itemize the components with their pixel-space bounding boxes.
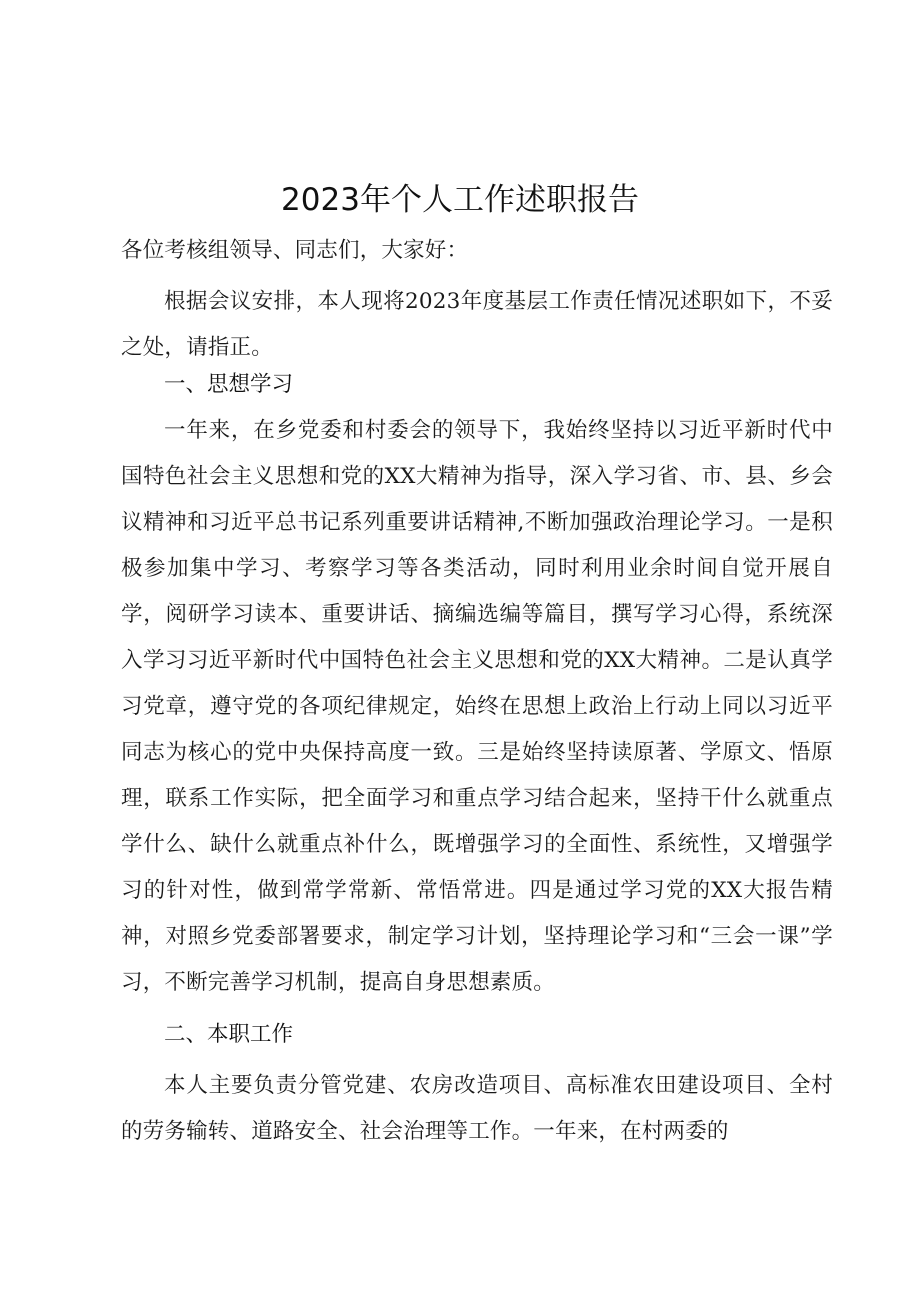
- salutation: 各位考核组领导、同志们，大家好：: [121, 238, 469, 263]
- section-paragraph-duty: 本人主要负责分管党建、农房改造项目、高标准农田建设项目、全村的劳务输转、道路安全、社会治理等工作。一年来，在村两委的: [121, 1073, 833, 1144]
- intro-paragraph: 根据会议安排，本人现将2023年度基层工作责任情况述职如下，不妥之处，请指正。: [121, 289, 833, 360]
- section-paragraph-study: 一年来，在乡党委和村委会的领导下，我始终坚持以习近平新时代中国特色社会主义思想和党的XX大精神为指导，深入学习省、市、县、乡会议精神和习近平总书记系列重要讲话精神,不断加强政治理论学习。一是积极参加集中学习、考察学习等各类活动，同时利用业余时间自觉开展自学，阅研学习读本、重要讲话、摘编选编等篇目，撰写学习心得，系统深入学习习近平新时代中国特色社会主义思想和党的XX大精神。二是认真学习党章，遵守党的各项纪律规定，始终在思想上政治上行动上同以习近平同志为核心的党中央保持高度一致。三是始终坚持读原著、学原文、悟原理，联系工作实际，把全面学习和重点学习结合起来，坚持干什么就重点学什么、缺什么就重点补什么，既增强学习的全面性、系统性，又增强学习的针对性，做到常学常新、常悟常进。四是通过学习党的XX大报告精神，对照乡党委部署要求，制定学习计划，坚持理论学习和“三会一课”学习，不断完善学习机制，提高自身思想素质。: [121, 418, 833, 995]
- section-heading-study: 一、思想学习: [164, 372, 294, 397]
- section-heading-duty: 二、本职工作: [164, 1022, 294, 1047]
- document-title: 2023年个人工作述职报告: [281, 182, 639, 218]
